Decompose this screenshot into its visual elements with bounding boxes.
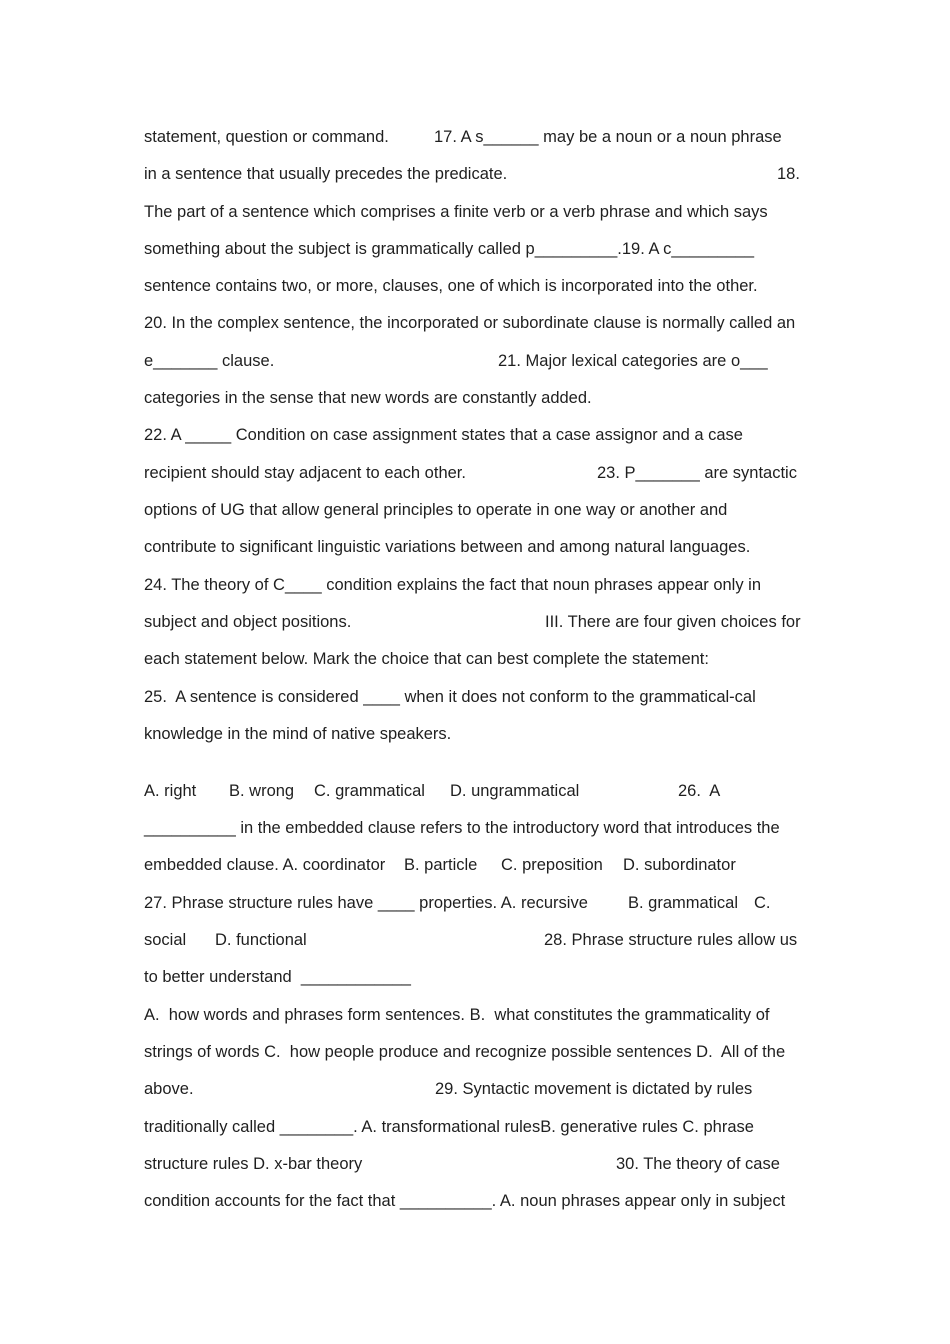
text-segment: strings of words C. how people produce and recognize possible sentences D. All of the <box>144 1043 786 1061</box>
text-segment: categories in the sense that new words are constantly added. <box>144 389 592 407</box>
text-line <box>0 1115 950 1139</box>
text-segment: sentence contains two, or more, clauses, one of which is incorporated into the other. <box>144 277 758 295</box>
text-segment: social <box>144 931 187 949</box>
text-segment: knowledge in the mind of native speakers. <box>144 725 452 743</box>
text-segment: 18. <box>777 165 800 183</box>
text-segment: to better understand ____________ <box>144 968 411 986</box>
choice-b: B. particle <box>404 856 478 874</box>
choice-c: C. preposition <box>501 856 603 874</box>
text-segment: 28. Phrase structure rules allow us <box>544 931 798 949</box>
text-segment: 25. A sentence is considered ____ when it does not conform to the grammatical-cal <box>144 688 756 706</box>
text-segment: recipient should stay adjacent to each other. <box>144 464 466 482</box>
text-segment: III. There are four given choices for <box>545 613 801 631</box>
text-segment: something about the subject is grammatically called p_________.19. A c_________ <box>144 240 755 258</box>
text-segment: A. how words and phrases form sentences. B. what constitutes the grammaticality of <box>144 1006 770 1024</box>
text-line <box>0 853 950 877</box>
text-segment: 17. A s______ may be a noun or a noun phrase <box>434 128 782 146</box>
text-line <box>0 685 950 709</box>
choice-b: B. wrong <box>229 782 295 800</box>
text-segment: in a sentence that usually precedes the predicate. <box>144 165 508 183</box>
text-line <box>0 162 950 186</box>
text-segment: options of UG that allow general principles to operate in one way or another and <box>144 501 728 519</box>
text-line <box>0 461 950 485</box>
text-segment: subject and object positions. <box>144 613 352 631</box>
text-segment: structure rules D. x-bar theory <box>144 1155 363 1173</box>
text-line <box>0 722 950 746</box>
text-segment: 30. The theory of case <box>616 1155 780 1173</box>
text-segment: above. <box>144 1080 194 1098</box>
text-segment: traditionally called ________. A. transformational rulesB. generative rules C. phrase <box>144 1118 754 1136</box>
text-line <box>0 965 950 989</box>
text-line <box>0 1189 950 1213</box>
text-segment: The part of a sentence which comprises a finite verb or a verb phrase and which says <box>144 203 768 221</box>
text-line <box>0 125 950 149</box>
choice-c: C. grammatical <box>314 782 425 800</box>
text-segment: contribute to significant linguistic variations between and among natural languages. <box>144 538 751 556</box>
text-line <box>0 816 950 840</box>
text-segment: 29. Syntactic movement is dictated by rules <box>435 1080 753 1098</box>
choice-d: D. functional <box>215 931 307 949</box>
text-line <box>0 274 950 298</box>
text-segment: statement, question or command. <box>144 128 389 146</box>
text-segment: 20. In the complex sentence, the incorporated or subordinate clause is normally called an <box>144 314 796 332</box>
text-segment: condition accounts for the fact that __________. A. noun phrases appear only in subject <box>144 1192 786 1210</box>
choice-d: D. subordinator <box>623 856 736 874</box>
text-line <box>0 779 950 803</box>
choice-c: C. <box>754 894 771 912</box>
text-line <box>0 535 950 559</box>
text-segment: __________ in the embedded clause refers to the introductory word that introduces the <box>144 819 780 837</box>
text-segment: 22. A _____ Condition on case assignment states that a case assignor and a case <box>144 426 743 444</box>
text-line <box>0 573 950 597</box>
text-line <box>0 647 950 671</box>
text-line <box>0 610 950 634</box>
text-line <box>0 498 950 522</box>
text-line <box>0 891 950 915</box>
text-line <box>0 200 950 224</box>
text-segment: e_______ clause. <box>144 352 275 370</box>
text-line <box>0 1077 950 1101</box>
text-segment: each statement below. Mark the choice that can best complete the statement: <box>144 650 709 668</box>
text-line <box>0 1003 950 1027</box>
text-line <box>0 311 950 335</box>
text-segment: 27. Phrase structure rules have ____ properties. A. recursive <box>144 894 588 912</box>
text-segment: 23. P_______ are syntactic <box>597 464 797 482</box>
text-line <box>0 1040 950 1064</box>
text-segment: 24. The theory of C____ condition explains the fact that noun phrases appear only in <box>144 576 762 594</box>
text-segment: embedded clause. A. coordinator <box>144 856 386 874</box>
text-line <box>0 928 950 952</box>
choice-b: B. grammatical <box>628 894 739 912</box>
text-line <box>0 349 950 373</box>
text-line <box>0 237 950 261</box>
text-segment: 26. A <box>678 782 721 800</box>
text-segment: 21. Major lexical categories are o___ <box>498 352 768 370</box>
choice-d: D. ungrammatical <box>450 782 580 800</box>
choice-a: A. right <box>144 782 197 800</box>
text-line <box>0 386 950 410</box>
text-line <box>0 423 950 447</box>
text-line <box>0 1152 950 1176</box>
